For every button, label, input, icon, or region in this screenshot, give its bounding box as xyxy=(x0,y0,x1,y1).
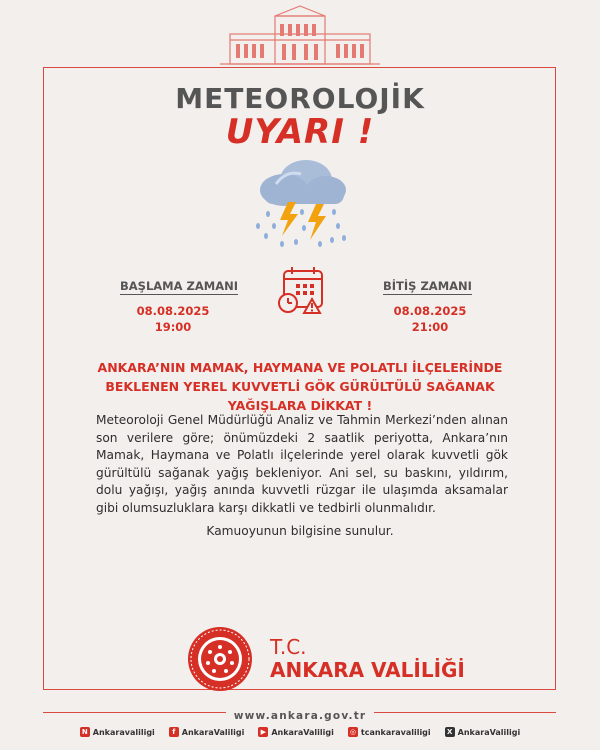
org-line-2: ANKARA VALİLİĞİ xyxy=(270,658,465,682)
calendar-clock-icon xyxy=(276,265,328,317)
public-notice: Kamuoyunun bilgisine sunulur. xyxy=(206,524,394,538)
end-time: 21:00 xyxy=(411,320,449,334)
social-instagram[interactable] xyxy=(348,727,431,737)
end-date: 08.08.2025 xyxy=(393,304,467,318)
start-time: 19:00 xyxy=(154,320,192,334)
warning-headline: ANKARA’NIN MAMAK, HAYMANA VE POLATLI İLÇELERİNDE BEKLENEN YEREL KUVVETLİ GÖK GÜRÜLTÜLÜ SAĞANAK YAĞIŞLARA DİKKAT ! xyxy=(97,360,503,413)
instagram-icon: ◎ xyxy=(349,728,356,736)
social-label: AnkaraValiligi xyxy=(457,727,521,737)
social-x[interactable] xyxy=(445,727,521,737)
website-line xyxy=(0,704,600,723)
nsosyal-icon: N xyxy=(80,727,90,737)
social-label: tcankaravaliligi xyxy=(360,727,431,737)
title-line-2: UYARI ! xyxy=(225,112,375,152)
social-youtube[interactable] xyxy=(258,727,334,737)
x-icon: X xyxy=(445,727,455,737)
org-line-1: T.C. xyxy=(270,635,307,659)
social-label: Ankaravaliligi xyxy=(92,727,155,737)
governorship-building-icon xyxy=(220,4,380,68)
end-label: BİTİŞ ZAMANI xyxy=(383,279,472,293)
social-facebook[interactable] xyxy=(169,727,245,737)
start-label: BAŞLAMA ZAMANI xyxy=(120,279,239,293)
facebook-icon: f xyxy=(169,727,179,737)
website-link[interactable]: www.ankara.gov.tr xyxy=(226,710,375,722)
warning-body: Meteoroloji Genel Müdürlüğü Analiz ve Tahmin Merkezi’nden alınan son verilere göre; önümüzdeki 2 saatlik periyotta, Ankara’nın Mamak, Haymana ve Polatlı ilçelerinde yerel olarak kuvvetli gök gürültülü sağanak yağış bekleniyor. Ani sel, su baskını, yıldırım, dolu yağışı, yağış anında kuvvetli rüzgar ile ulaşımda aksamalar gibi olumsuzluklara karşı dikkatli ve tedbirli olunmalıdır. xyxy=(96,413,508,515)
youtube-icon: ▶ xyxy=(258,727,268,737)
start-date: 08.08.2025 xyxy=(136,304,210,318)
social-nsosyal[interactable] xyxy=(80,727,155,737)
social-label: AnkaraValiligi xyxy=(271,727,334,737)
social-label: AnkaraValiligi xyxy=(181,727,245,737)
governorship-seal-logo xyxy=(186,625,254,693)
social-bar xyxy=(0,727,600,737)
thunderstorm-icon xyxy=(246,150,356,250)
title-line-1: METEOROLOJİK xyxy=(175,82,425,115)
